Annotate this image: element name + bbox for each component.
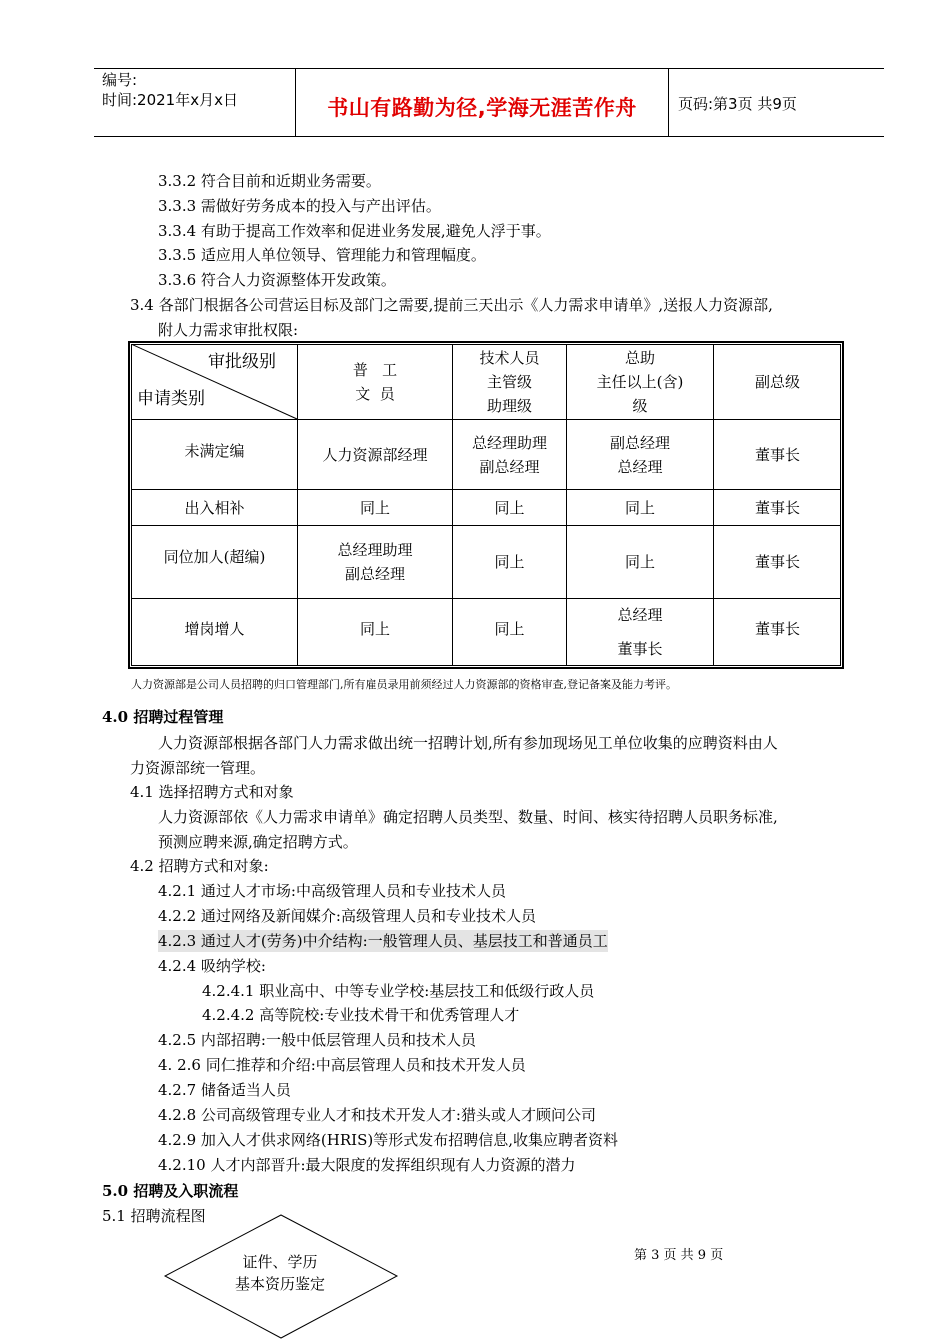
item-4-2-6: 4. 2.6 同仁推荐和介绍:中高层管理人员和技术开发人员: [158, 1056, 526, 1074]
table-cell-line: 董事长: [754, 445, 800, 464]
table-cell: [298, 599, 452, 659]
item-3-3-5: 3.3.5 适应用人单位领导、管理能力和管理幅度。: [158, 246, 486, 264]
table-col-header-line: 总助: [624, 349, 655, 367]
flow-node-label-line1: 证件、学历: [242, 1253, 318, 1271]
item-4-2-5: 4.2.5 内部招聘:一般中低层管理人员和技术人员: [158, 1031, 476, 1049]
item-4-2-3: 4.2.3 通过人才(劳务)中介结构:一般管理人员、基层技工和普通员工: [158, 932, 608, 950]
header-page-label: 页码:第3页 共9页: [678, 95, 797, 113]
table-col-header-line: 普 工: [352, 361, 398, 379]
table-cell: [453, 599, 566, 659]
section-3-4-line2: 附人力需求审批权限:: [158, 321, 299, 339]
section-4-1-line1: 人力资源部依《人力需求申请单》确定招聘人员类型、数量、时间、核实待招聘人员职务标准,: [158, 808, 778, 826]
table-col-header-general-staff: [298, 345, 452, 419]
section-5-1-title: 5.1 招聘流程图: [102, 1207, 206, 1225]
item-4-2-7: 4.2.7 储备适当人员: [158, 1081, 291, 1099]
table-cell: [453, 490, 566, 525]
table-cell: [567, 526, 713, 598]
table-corner-bottom-label: 申请类别: [137, 389, 205, 409]
table-cell-line: 董事长: [617, 640, 663, 658]
table-col-header-assistant-gm: [567, 345, 713, 419]
table-cell-line: 董事长: [754, 620, 800, 638]
table-cell-line: 同上: [624, 498, 655, 517]
table-col-header-line: 级: [632, 397, 648, 415]
table-cell: [298, 526, 452, 598]
table-row-category: 增岗增人: [184, 620, 245, 638]
section-5-0-title: 5.0 招聘及入职流程: [102, 1182, 239, 1200]
item-4-2-4: 4.2.4 吸纳学校:: [158, 957, 266, 975]
table-cell-line: 总经理助理: [337, 541, 413, 559]
table-cell: [453, 420, 566, 489]
table-cell: [567, 599, 713, 665]
table-cell-line: 总经理助理: [471, 433, 547, 452]
section-4-0-title: 4.0 招聘过程管理: [102, 708, 224, 726]
item-4-2-4-2: 4.2.4.2 高等院校:专业技术骨干和优秀管理人才: [202, 1006, 520, 1024]
item-3-3-6: 3.3.6 符合人力资源整体开发政策。: [158, 271, 396, 289]
table-col-header-line: 主管级: [486, 373, 532, 391]
table-cell-line: 同上: [494, 620, 525, 638]
section-4-0-para-line2: 力资源部统一管理。: [130, 759, 266, 777]
table-cell: [298, 420, 452, 489]
table-col-header-line: 助理级: [486, 397, 532, 415]
page-footer: 第 3 页 共 9 页: [634, 1248, 724, 1263]
table-col-header-vice-gm: [714, 345, 841, 419]
header-motto: 书山有路勤为径,学海无涯苦作舟: [327, 96, 637, 120]
item-4-2-10: 4.2.10 人才内部晋升:最大限度的发挥组织现有人力资源的潜力: [158, 1156, 576, 1174]
table-cell: [567, 420, 713, 489]
section-4-1-title: 4.1 选择招聘方式和对象: [130, 783, 294, 801]
header-top-rule: [94, 68, 884, 69]
table-cell-line: 同上: [494, 553, 525, 571]
flow-node-label-line2: 基本资历鉴定: [234, 1275, 325, 1293]
table-cell: [714, 526, 841, 598]
item-3-3-2: 3.3.2 符合目前和近期业务需要。: [158, 172, 381, 190]
table-cell-line: 董事长: [754, 553, 800, 571]
item-4-2-8: 4.2.8 公司高级管理专业人才和技术开发人才:猎头或人才顾问公司: [158, 1106, 596, 1124]
table-cell-line: 人力资源部经理: [322, 445, 428, 464]
section-3-4-line1: 3.4 各部门根据各公司营运目标及部门之需要,提前三天出示《人力需求申请单》,送报人力资源部,: [130, 296, 773, 314]
table-col-header-line: 主任以上(含): [596, 373, 684, 391]
header-time-label: 时间:2021年x月x日: [102, 91, 238, 109]
item-3-3-3: 3.3.3 需做好劳务成本的投入与产出评估。: [158, 197, 441, 215]
table-cell: [714, 420, 841, 489]
table-cell-line: 同上: [494, 498, 525, 517]
table-col-header-line: 技术人员: [479, 349, 540, 367]
item-4-2-1: 4.2.1 通过人才市场:中高级管理人员和专业技术人员: [158, 882, 506, 900]
table-cell-line: 副总经理: [344, 565, 405, 583]
table-cell-line: 副总经理: [479, 457, 540, 476]
table-row-category: 未满定编: [184, 442, 245, 460]
table-col-header-line: 副总级: [754, 373, 800, 391]
table-cell-line: 总经理: [617, 606, 663, 624]
table-row-category: 出入相补: [184, 498, 245, 517]
item-4-2-4-1: 4.2.4.1 职业高中、中等专业学校:基层技工和低级行政人员: [202, 982, 595, 1000]
table-cell-line: 同上: [624, 553, 655, 571]
table-cell-line: 总经理: [617, 457, 663, 476]
table-note: 人力资源部是公司人员招聘的归口管理部门,所有雇员录用前须经过人力资源部的资格审查,登记备案及能力考评。: [131, 678, 677, 691]
section-4-0-para-line1: 人力资源部根据各部门人力需求做出统一招聘计划,所有参加现场见工单位收集的应聘资料由人: [158, 734, 778, 752]
section-4-2-title: 4.2 招聘方式和对象:: [130, 857, 269, 875]
table-cell: [298, 490, 452, 525]
table-col-header-line: 文 员: [355, 385, 395, 403]
table-cell: [714, 599, 841, 659]
flow-node-label: [205, 1250, 355, 1296]
table-cell: [714, 490, 841, 525]
header-bottom-rule: [94, 136, 884, 137]
table-cell: [453, 526, 566, 598]
item-4-2-2: 4.2.2 通过网络及新闻媒介:高级管理人员和专业技术人员: [158, 907, 536, 925]
table-cell-line: 董事长: [754, 498, 800, 517]
item-4-2-9: 4.2.9 加入人才供求网络(HRIS)等形式发布招聘信息,收集应聘者资料: [158, 1131, 618, 1149]
header-number-label: 编号:: [102, 71, 138, 89]
table-cell-line: 副总经理: [609, 433, 670, 452]
table-col-header-technical-staff: [453, 345, 566, 419]
table-row-category: 同位加人(超编): [163, 548, 266, 566]
item-3-3-4: 3.3.4 有助于提高工作效率和促进业务发展,避免人浮于事。: [158, 222, 551, 240]
table-cell: [567, 490, 713, 525]
header-divider-right: [668, 68, 669, 136]
table-cell-line: 同上: [359, 620, 390, 638]
table-cell-line: 同上: [359, 498, 390, 517]
section-4-1-line2: 预测应聘来源,确定招聘方式。: [158, 833, 358, 851]
table-corner-top-label: 审批级别: [208, 352, 276, 372]
